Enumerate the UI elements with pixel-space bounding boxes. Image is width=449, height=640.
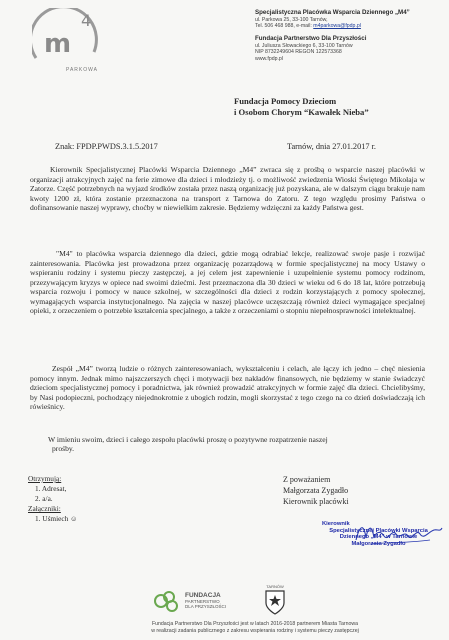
fundacja-logo-title: FUNDACJA: [185, 592, 221, 599]
reference-number: Znak: FPDP.PWDS.3.1.5.2017: [55, 142, 158, 151]
footer-line-1: Fundacja Partnerstwo Dla Przyszłości jest w latach 2016-2018 partnerem Miasta Tarnowa: [151, 621, 359, 627]
stamp-line-4: Małgorzata Zygadło: [351, 540, 406, 547]
coat-of-arms-icon: [264, 589, 286, 615]
body-paragraph-3: Zespół „M4” tworzą ludzie o różnych zainteresowaniach, wykształceniu i celach, ale łączy ich jedno – chęć niesienia pomocy innym. Jednak mimo najszczerszych chęci i motywacji bez nakładów finansowych, nie będziemy w stanie świadczyć dzieciom specjalistycznej pomocy i poradnictwa, jak również prowadzić atrakcyjnych w formie zajęć dla dzieci. Chcielibyśmy, by Nasi podopieczni, pochodzący niejednokrotnie z ubogich rodzin, mogli skorzystać z tego czego na co dzień doświadczają ich rówieśnicy.: [30, 364, 425, 411]
stamp-line-1: Kierownik: [322, 521, 350, 527]
fundacja-emblem-icon: [152, 588, 182, 614]
fundacja-logo: [152, 588, 257, 614]
closing-greeting: Z poważaniem: [283, 475, 331, 484]
svg-text:4: 4: [81, 11, 92, 30]
attachments-heading: Załączniki:: [28, 504, 61, 513]
body-paragraph-4-end: prośby.: [52, 444, 75, 453]
body-paragraph-4: W imieniu swoim, dzieci i całego zespołu placówki proszę o pozytywne rozpatrzenie naszej: [48, 435, 328, 444]
org2-ids: NIP 8732249604 REGON 122573368: [255, 49, 342, 56]
distribution-item: 2. a/a.: [35, 494, 53, 503]
logo-caption: PARKOWA: [66, 67, 99, 73]
org1-address: ul. Parkowa 25, 33-100 Tarnów,: [255, 16, 328, 23]
tarnow-caption: TARNÓW: [266, 584, 284, 589]
tarnow-coat-of-arms: [260, 584, 290, 618]
body-paragraph-1: Kierownik Specjalistycznej Placówki Wsparcia Dziennego „M4” zwraca się z prośbą o wsparcie naszej placówki w organizacji atrakcyjnych zajęć na ferie zimowe dla dzieci i młodzieży tj. o możliwość zwiedzenia Wioski Świętego Mikołaja w Zatorze. Część potrzebnych na wyjazd środków została przez naszą organizację już pozyskana, ale w dalszym ciągu brakuje nam kwoty 1200 zł, która zostanie przeznaczona na transport z Tarnowa do Zatoru. Z tego względu prosimy Państwa o dofinansowanie naszej wyprawy, choćby w niewielkim zakresie. Będziemy wdzięczni za każdy Państwa gest.: [30, 165, 425, 212]
org1-email-link[interactable]: m4parkowa@fpdp.pl: [313, 23, 361, 30]
stamp-line-3: Dziennego „M4” w Tarnowie: [339, 534, 418, 540]
fundacja-logo-subtitle-2: DLA PRZYSZŁOŚCI: [185, 604, 227, 609]
distribution-item: 1. Adresat,: [35, 484, 67, 493]
distribution-heading: Otrzymują:: [28, 474, 62, 483]
org2-address: ul. Juliusza Słowackiego 6, 33-100 Tarnów: [255, 42, 353, 49]
org1-name: Specjalistyczna Placówka Wsparcia Dziennego „M4”: [255, 9, 410, 16]
recipient-line-1: Fundacja Pomocy Dzieciom: [234, 96, 337, 106]
stamp-line-2: Specjalistycznej Placówki Wsparcia: [329, 527, 428, 534]
recipient-line-2: i Osobom Chorym “Kawałek Nieba”: [234, 107, 369, 117]
footer-line-2: w realizacji zadania publicznego z zakresu wspierania rodziny i systemu pieczy zastępczej: [151, 628, 359, 634]
org2-web[interactable]: www.fpdp.pl: [255, 56, 283, 63]
attachment-item: 1. Uśmiech ☺: [35, 514, 78, 523]
body-paragraph-2: "M4" to placówka wsparcia dziennego dla dzieci, gdzie mogą odrabiać lekcje, realizować swoje pasje i rozwijać zainteresowania. Placówka jest prowadzona przez organizację pozarządową w formie specjalistycznej na mocy Ustawy o wspieraniu rodziny i systemu pieczy zastępczej, a jej celem jest zapewnienie i uzupełnienie systemu pomocy rodzinom, przezywającym kryzys w opiece nad swoimi dziećmi. Jest przeznaczona dla 30 dzieci w wieku od 6 do 18 lat, które potrzebują wsparcia rozwoju i pomocy w nauce szkolnej, w szczególności dla dzieci z rodzin korzystających z pomocy społecznej, wymagających wsparcia instytucjonalnego. Na zajęcia w naszej placówce uczęszczają również dzieci wymagające specjalnej opieki, z orzeczeniem o potrzebie kształcenia specjalnego, a także z orzeczeniami o stopniu niepełnosprawności intelektualnej.: [30, 249, 425, 315]
footer-note: [70, 621, 440, 635]
m4-logo: [32, 8, 107, 70]
letterhead: [255, 9, 445, 63]
org1-contact: [255, 23, 445, 30]
distribution-list: [28, 474, 78, 524]
fundacja-logo-subtitle-1: PARTNERSTWO: [185, 599, 220, 604]
closing-block: [283, 474, 349, 507]
svg-text:m: m: [44, 29, 72, 59]
org2-name: Fundacja Partnerstwo Dla Przyszłości: [255, 35, 367, 43]
letter-date: Tarnów, dnia 27.01.2017 r.: [287, 142, 376, 151]
signatory-name: Małgorzata Zygadło: [283, 486, 349, 495]
handwritten-signature: [350, 516, 445, 550]
recipient-block: [234, 96, 369, 118]
signatory-title: Kierownik placówki: [283, 497, 349, 506]
org1-contact-prefix: Tel. 506 468 988, e-mail:: [255, 23, 312, 30]
